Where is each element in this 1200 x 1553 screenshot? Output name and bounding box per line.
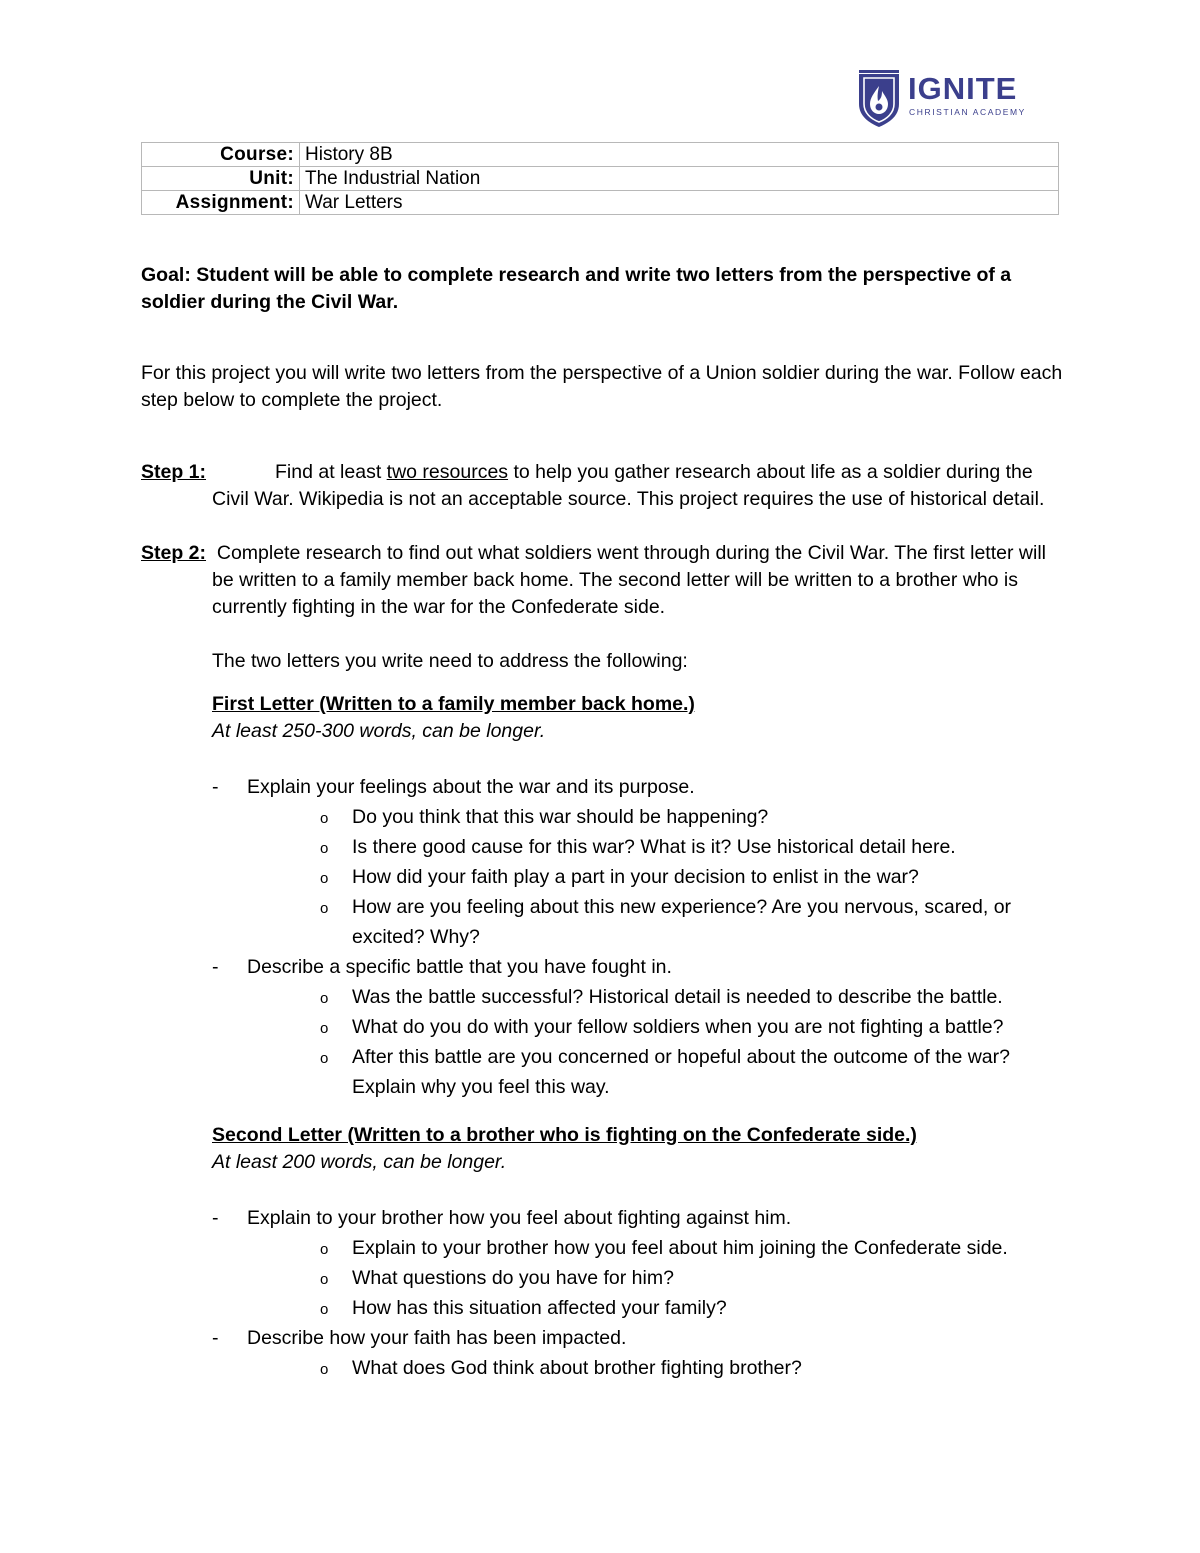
table-row — [142, 191, 1059, 215]
bullet-marker: o — [320, 1301, 329, 1318]
intro-paragraph: For this project you will write two letters from the perspective of a Union soldier during the war. Follow each step below to complete the project. — [141, 362, 1063, 411]
letters-intro: The two letters you write need to address the following: — [212, 650, 688, 672]
sub-list-item — [317, 832, 1066, 862]
unit-value: The Industrial Nation — [300, 167, 1059, 191]
sub-list-item — [317, 1042, 1066, 1102]
logo-subtitle: CHRISTIAN ACADEMY — [909, 107, 1026, 117]
bullet-marker: o — [320, 870, 329, 887]
sub-list-item — [317, 1353, 1066, 1383]
flame-shield-icon — [856, 70, 902, 128]
letter-requirements — [212, 648, 1066, 1383]
sub-list-item — [317, 1012, 1066, 1042]
sub-list-item-text: Is there good cause for this war? What is it? Use historical detail here. — [352, 836, 956, 858]
assignment-label: Assignment: — [142, 191, 300, 215]
dash-marker: - — [212, 956, 219, 978]
dash-marker: - — [212, 1327, 219, 1349]
sub-list-item-text: How did your faith play a part in your decision to enlist in the war? — [352, 866, 919, 888]
step-1-text-end: to help you gather research about life as a soldier during the Civil War. Wikipedia is not an acceptable source. This project requires the use of historical detail. — [212, 461, 1045, 510]
step-2-text: Complete research to find out what soldiers went through during the Civil War. The first letter will be written to a family member back home. The second letter will be written to a brother who is currently fighting in the war for the Confederate side. — [212, 542, 1046, 618]
dash-marker: - — [212, 776, 219, 798]
first-letter-word-count: At least 250-300 words, can be longer. — [212, 720, 546, 742]
step-1-text-start: Find at least — [275, 461, 387, 483]
course-label: Course: — [142, 143, 300, 167]
list-item — [212, 952, 1066, 1102]
list-item — [212, 1323, 1066, 1383]
course-info-table — [141, 142, 1059, 215]
step-2 — [141, 540, 1066, 621]
assignment-value: War Letters — [300, 191, 1059, 215]
sub-list-item — [317, 862, 1066, 892]
bullet-marker: o — [320, 1241, 329, 1258]
ignite-logo — [856, 70, 1056, 128]
sub-list-item-text: After this battle are you concerned or hopeful about the outcome of the war? Explain why you feel this way. — [352, 1046, 1010, 1098]
assignment-body — [141, 262, 1066, 1383]
list-item — [212, 772, 1066, 952]
goal-statement: Goal: Student will be able to complete research and write two letters from the perspective of a soldier during the Civil War. — [141, 264, 1012, 313]
sub-list-item-text: What questions do you have for him? — [352, 1267, 674, 1289]
sub-list-item-text: What do you do with your fellow soldiers when you are not fighting a battle? — [352, 1016, 1004, 1038]
sub-list-item-text: What does God think about brother fighting brother? — [352, 1357, 802, 1379]
sub-list-item — [317, 1233, 1066, 1263]
list-item-text: Describe how your faith has been impacted. — [247, 1327, 627, 1349]
table-row — [142, 167, 1059, 191]
second-letter-word-count: At least 200 words, can be longer. — [212, 1151, 507, 1173]
bullet-marker: o — [320, 1271, 329, 1288]
list-item-text: Explain to your brother how you feel about fighting against him. — [247, 1207, 792, 1229]
list-item-text: Describe a specific battle that you have fought in. — [247, 956, 672, 978]
logo-name: IGNITE — [908, 71, 1018, 106]
bullet-marker: o — [320, 1020, 329, 1037]
sub-list-item — [317, 982, 1066, 1012]
list-item-text: Explain your feelings about the war and its purpose. — [247, 776, 695, 798]
sub-list-item-text: Do you think that this war should be happening? — [352, 806, 769, 828]
sub-list-item-text: Explain to your brother how you feel about him joining the Confederate side. — [352, 1237, 1008, 1259]
sub-list — [317, 982, 1066, 1102]
course-value: History 8B — [300, 143, 1059, 167]
sub-list-item — [317, 1293, 1066, 1323]
bullet-marker: o — [320, 810, 329, 827]
unit-label: Unit: — [142, 167, 300, 191]
step-1-label: Step 1: — [141, 461, 207, 483]
bullet-marker: o — [320, 840, 329, 857]
list-item — [212, 1203, 1066, 1323]
bullet-marker: o — [320, 1361, 329, 1378]
sub-list-item-text: Was the battle successful? Historical detail is needed to describe the battle. — [352, 986, 1003, 1008]
sub-list — [317, 802, 1066, 952]
first-letter-title: First Letter (Written to a family member back home.) — [212, 693, 695, 715]
sub-list-item-text: How are you feeling about this new experience? Are you nervous, scared, or excited? Why? — [352, 896, 1012, 948]
sub-list — [317, 1353, 1066, 1383]
table-row — [142, 143, 1059, 167]
bullet-marker: o — [320, 990, 329, 1007]
second-letter-list — [212, 1203, 1066, 1383]
step-1-underlined-text: two resources — [386, 461, 509, 483]
sub-list-item — [317, 1263, 1066, 1293]
sub-list-item — [317, 892, 1066, 952]
sub-list-item-text: How has this situation affected your family? — [352, 1297, 727, 1319]
step-2-label: Step 2: — [141, 542, 207, 564]
bullet-marker: o — [320, 900, 329, 917]
sub-list — [317, 1233, 1066, 1323]
second-letter-title: Second Letter (Written to a brother who is fighting on the Confederate side.) — [212, 1124, 917, 1146]
sub-list-item — [317, 802, 1066, 832]
step-1 — [141, 459, 1066, 513]
bullet-marker: o — [320, 1050, 329, 1067]
first-letter-list — [212, 772, 1066, 1102]
dash-marker: - — [212, 1207, 219, 1229]
